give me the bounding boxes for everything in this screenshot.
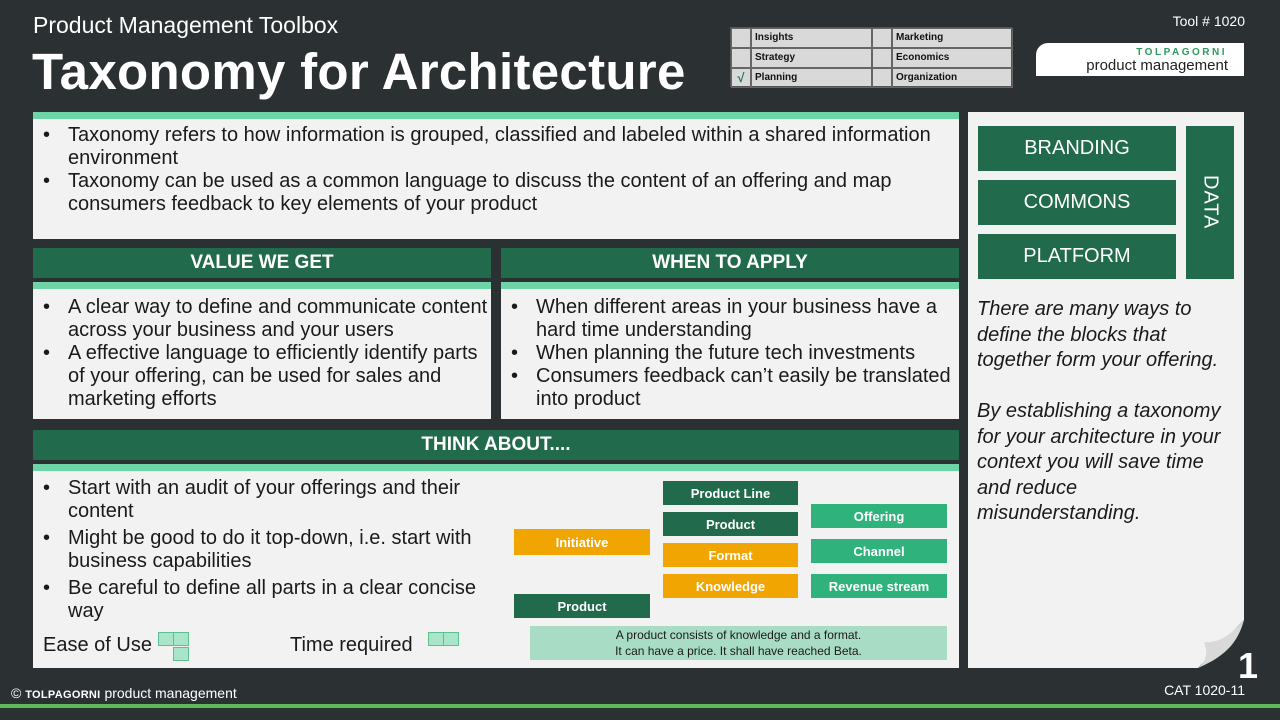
- list-item: • When different areas in your business have a hard time understanding: [501, 296, 957, 342]
- footer-brand-name: TOLPAGORNI: [25, 689, 101, 701]
- offering-chip: Offering: [811, 504, 947, 528]
- category-marketing: Marketing: [892, 28, 1013, 48]
- logo: [1036, 43, 1244, 76]
- copyright-symbol: ©: [11, 685, 22, 701]
- cat-code: CAT 1020-11: [1164, 682, 1245, 698]
- list-item: • Taxonomy refers to how information is grouped, classified and labeled within a shared information environment: [33, 124, 943, 170]
- check-organization: [872, 68, 892, 88]
- value-panel: [33, 282, 491, 419]
- product-note: [530, 626, 947, 660]
- intro-list: [33, 124, 943, 216]
- product-chip: Product: [663, 512, 798, 536]
- list-item: • Consumers feedback can’t easily be translated into product: [501, 365, 957, 411]
- list-item: • Might be good to do it top-down, i.e. start with business capabilities: [33, 527, 503, 573]
- rating-square: [158, 632, 174, 646]
- list-item: • A effective language to efficiently identify parts of your offering, can be used for sales and marketing efforts: [33, 342, 489, 411]
- when-heading: WHEN TO APPLY: [501, 248, 959, 278]
- format-chip: Format: [663, 543, 798, 567]
- list-item: • Be careful to define all parts in a clear concise way: [33, 577, 503, 623]
- think-heading: THINK ABOUT....: [33, 430, 959, 460]
- value-heading: VALUE WE GET: [33, 248, 491, 278]
- toolbox-label: Product Management Toolbox: [33, 12, 339, 38]
- accent-bar: [33, 464, 959, 471]
- value-list: [33, 296, 489, 411]
- ease-of-use-label: Ease of Use: [43, 634, 152, 656]
- category-grid: [730, 27, 1012, 87]
- category-strategy: Strategy: [751, 48, 872, 68]
- check-marketing: [872, 28, 892, 48]
- list-item: • Taxonomy can be used as a common language to discuss the content of an offering and map consumers feedback to key elements of your product: [33, 170, 943, 216]
- platform-box: PLATFORM: [978, 234, 1176, 279]
- rating-square: [173, 632, 189, 646]
- commons-box: COMMONS: [978, 180, 1176, 225]
- page-number: 1: [1238, 645, 1259, 686]
- initiative-chip: Initiative: [514, 529, 650, 555]
- think-list: [33, 477, 503, 623]
- knowledge-chip: Knowledge: [663, 574, 798, 598]
- page-title: Taxonomy for Architecture: [32, 43, 686, 100]
- branding-box: BRANDING: [978, 126, 1176, 171]
- footer-divider: [0, 704, 1280, 708]
- revenue-stream-chip: Revenue stream: [811, 574, 947, 598]
- note-line: It can have a price. It shall have reached Beta.: [615, 644, 862, 658]
- intro-panel: [33, 112, 959, 239]
- footer-tagline: product management: [104, 685, 237, 701]
- side-paragraph-1: There are many ways to define the blocks that together form your offering.: [977, 298, 1219, 371]
- category-organization: Organization: [892, 68, 1013, 88]
- when-panel: [501, 282, 959, 419]
- side-paragraph-2: By establishing a taxonomy for your architecture in your context you will save time and reduce misunderstanding.: [977, 400, 1221, 524]
- footer-brand: [11, 685, 237, 701]
- check-economics: [872, 48, 892, 68]
- rating-square: [173, 647, 189, 661]
- note-line: A product consists of knowledge and a format.: [615, 628, 862, 642]
- check-insights: [731, 28, 751, 48]
- check-planning-icon: √: [731, 68, 751, 88]
- list-item: • Start with an audit of your offerings and their content: [33, 477, 503, 523]
- accent-bar: [501, 282, 959, 289]
- rating-square: [443, 632, 459, 646]
- category-economics: Economics: [892, 48, 1013, 68]
- time-required-label: Time required: [290, 634, 413, 656]
- tool-number: Tool # 1020: [1172, 13, 1245, 29]
- accent-bar: [33, 282, 491, 289]
- channel-chip: Channel: [811, 539, 947, 563]
- category-insights: Insights: [751, 28, 872, 48]
- product-line-chip: Product Line: [663, 481, 798, 505]
- list-item: • A clear way to define and communicate content across your business and your users: [33, 296, 489, 342]
- category-planning: Planning: [751, 68, 872, 88]
- think-panel: [33, 464, 959, 668]
- check-strategy: [731, 48, 751, 68]
- when-list: [501, 296, 957, 411]
- logo-brand: TOLPAGORNI: [1136, 47, 1227, 58]
- logo-tagline: product management: [1086, 57, 1228, 74]
- product-bottom-chip: Product: [514, 594, 650, 618]
- data-box: DATA: [1186, 126, 1234, 279]
- accent-bar: [33, 112, 959, 119]
- rating-square: [428, 632, 444, 646]
- list-item: • When planning the future tech investments: [501, 342, 957, 365]
